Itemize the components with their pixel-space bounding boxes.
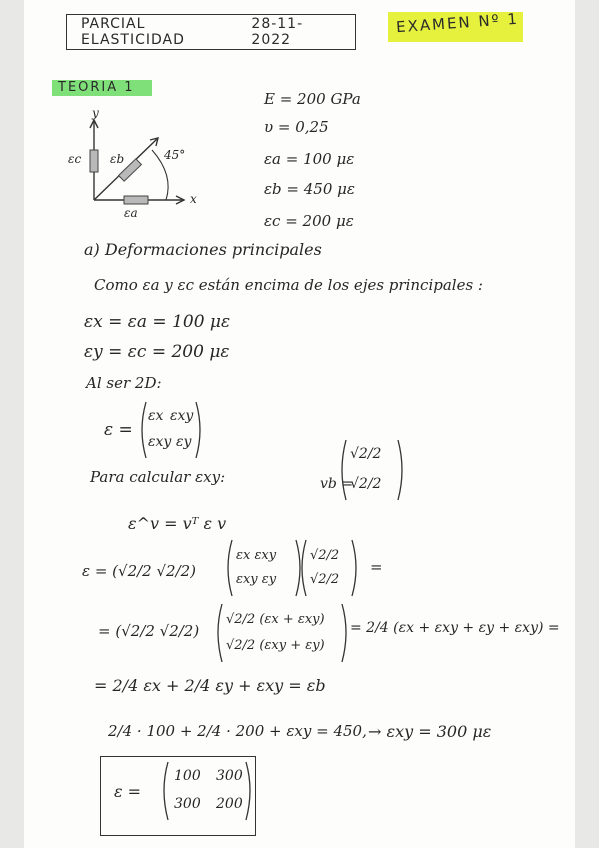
line4: 2/4 · 100 + 2/4 · 200 + εxy = 450, — [108, 722, 367, 740]
given-strain-b: εb = 450 με — [264, 180, 355, 198]
matrix-r1c2: εxy — [170, 408, 194, 424]
angle-label: 45° — [164, 148, 186, 162]
text-2d: Al ser 2D: — [86, 374, 162, 392]
given-strain-c: εc = 200 με — [264, 212, 354, 230]
final-r1c2: 300 — [216, 768, 243, 784]
axis-x-label: x — [190, 192, 197, 206]
gauge-b-label: εb — [110, 152, 125, 166]
eq-strain-x: εx = εa = 100 με — [84, 312, 231, 332]
l2-vector-paren-right — [342, 604, 346, 662]
final-lhs: ε = — [114, 782, 142, 801]
l2-vector-paren-left — [218, 604, 222, 662]
matrix-r2c2: εy — [176, 434, 192, 450]
text-calc-exy: Para calcular εxy: — [90, 468, 226, 486]
gauge-c-label: εc — [68, 152, 82, 166]
vb-r2: √2/2 — [350, 476, 382, 492]
part-a-heading: a) Deformaciones principales — [84, 240, 322, 259]
line1-lhs: ε = (√2/2 √2/2) — [82, 562, 197, 580]
given-modulus: E = 200 GPa — [264, 90, 361, 108]
l1-vector-paren-right — [352, 540, 356, 596]
line2-lhs: = (√2/2 √2/2) — [98, 622, 200, 640]
gauge-c-shape — [90, 150, 98, 172]
gauge-a-label: εa — [124, 206, 138, 220]
exam-date: 28-11-2022 — [251, 16, 304, 48]
text-principal-axes: Como εa y εc están encima de los ejes principales : — [94, 276, 483, 294]
matrix-r2c1: εxy — [148, 434, 172, 450]
vb-label: vb = — [320, 476, 354, 492]
l1-matrix-paren-left — [228, 540, 232, 596]
line2-vector-r1: √2/2 (εx + εxy) — [226, 612, 325, 627]
eq-transform: ε^v = vᵀ ε v — [128, 514, 227, 533]
exam-title: PARCIAL ELASTICIDAD — [81, 16, 185, 48]
exam-number: EXAMEN Nº 1 — [395, 9, 520, 37]
line1-vector-r2: √2/2 — [310, 572, 340, 587]
result-exy: → εxy = 300 με — [368, 722, 492, 741]
l1-matrix-paren-right — [296, 540, 300, 596]
matrix-lhs: ε = — [104, 420, 133, 440]
vb-r1: √2/2 — [350, 446, 382, 462]
matrix-paren-right — [196, 402, 200, 458]
given-strain-a: εa = 100 με — [264, 150, 355, 168]
l1-vector-paren-left — [302, 540, 306, 596]
notebook-page — [24, 0, 575, 848]
matrix-r1c1: εx — [148, 408, 164, 424]
gauge-a-shape — [124, 196, 148, 204]
final-r2c2: 200 — [216, 796, 243, 812]
line2-rhs: = 2/4 (εx + εxy + εy + εxy) = — [350, 620, 560, 636]
line2-vector-r2: √2/2 (εxy + εy) — [226, 638, 325, 653]
line1-vector-r1: √2/2 — [310, 548, 340, 563]
matrix-paren-left — [142, 402, 146, 458]
given-poisson: υ = 0,25 — [264, 118, 329, 136]
line1-rhs: = — [370, 558, 383, 576]
section-label: TEORIA 1 — [58, 80, 135, 95]
axis-y-label: y — [92, 106, 99, 120]
eq-strain-y: εy = εc = 200 με — [84, 342, 230, 362]
line3: = 2/4 εx + 2/4 εy + εxy = εb — [94, 676, 326, 695]
final-r1c1: 100 — [174, 768, 201, 784]
line1-matrix-r2: εxy εy — [236, 572, 277, 587]
line1-matrix-r1: εx εxy — [236, 548, 277, 563]
vb-paren-right — [398, 440, 402, 500]
final-r2c1: 300 — [174, 796, 201, 812]
